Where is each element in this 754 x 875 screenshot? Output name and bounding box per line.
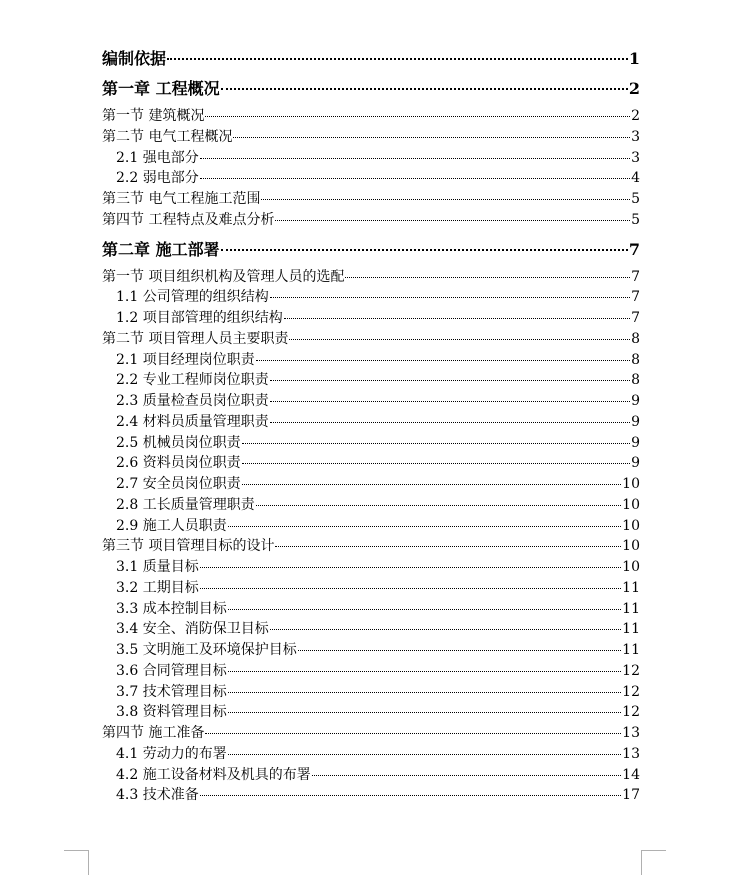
toc-section-entry[interactable] (102, 267, 640, 288)
toc-page-number: 4 (631, 170, 640, 187)
toc-page-number: 8 (631, 351, 640, 368)
toc-dot-leader (242, 443, 630, 444)
toc-subsection-entry[interactable] (102, 599, 640, 620)
toc-subsection-entry[interactable] (102, 308, 640, 329)
toc-dot-leader (298, 650, 621, 651)
toc-page-number: 13 (622, 745, 640, 762)
toc-dot-leader (275, 220, 630, 221)
toc-dot-leader (221, 249, 628, 251)
toc-dot-leader (233, 137, 630, 138)
toc-dot-leader (228, 609, 621, 610)
toc-page-number: 9 (631, 413, 640, 430)
toc-entry-label: 3.8 资料管理目标 (116, 704, 227, 721)
toc-page-number: 10 (622, 476, 640, 492)
toc-subsection-entry[interactable] (102, 557, 640, 578)
toc-subsection-entry[interactable] (102, 453, 640, 474)
toc-page-number: 3 (631, 128, 640, 145)
toc-subsection-entry[interactable] (102, 350, 640, 371)
page-corner-mark-right (641, 850, 666, 875)
toc-page-number: 9 (631, 455, 640, 472)
toc-dot-leader (228, 671, 621, 672)
toc-page-number: 7 (628, 239, 640, 259)
toc-entry-label: 第一节 建筑概况 (102, 108, 205, 124)
toc-entry-label: 编制依据 (102, 49, 167, 68)
toc-dot-leader (242, 484, 621, 485)
toc-page-number: 1 (628, 49, 640, 68)
table-of-contents (102, 48, 640, 806)
toc-entry-label: 3.7 技术管理目标 (116, 683, 227, 700)
toc-page-number: 11 (622, 600, 640, 617)
toc-subsection-entry[interactable] (102, 391, 640, 412)
toc-subsection-entry[interactable] (102, 287, 640, 308)
toc-entry-label: 2.2 专业工程师岗位职责 (116, 372, 269, 389)
toc-dot-leader (270, 629, 621, 630)
toc-entry-label: 1.2 项目部管理的组织结构 (116, 310, 283, 326)
toc-subsection-entry[interactable] (102, 765, 640, 786)
toc-dot-leader (167, 58, 628, 60)
toc-entry-label: 2.6 资料员岗位职责 (116, 455, 241, 472)
toc-subsection-entry[interactable] (102, 640, 640, 661)
toc-subsection-entry[interactable] (102, 148, 640, 169)
toc-entry-label: 第四节 工程特点及难点分析 (102, 211, 275, 228)
toc-dot-leader (270, 401, 630, 402)
toc-section-entry[interactable] (102, 189, 640, 210)
toc-entry-label: 3.6 合同管理目标 (116, 662, 227, 679)
toc-page-number: 11 (622, 621, 640, 638)
toc-entry-label: 第三节 电气工程施工范围 (102, 191, 261, 207)
toc-page-number: 12 (622, 704, 640, 721)
toc-entry-label: 2.9 施工人员职责 (116, 517, 227, 534)
toc-subsection-entry[interactable] (102, 702, 640, 723)
toc-entry-label: 2.1 项目经理岗位职责 (116, 351, 255, 368)
toc-page-number: 14 (622, 766, 640, 783)
toc-dot-leader (261, 199, 630, 200)
toc-entry-label: 3.5 文明施工及环境保护目标 (116, 642, 297, 658)
toc-subsection-entry[interactable] (102, 433, 640, 454)
toc-page-number: 12 (622, 683, 640, 700)
toc-page-number: 7 (631, 310, 640, 326)
toc-chapter-entry[interactable] (102, 48, 640, 70)
toc-dot-leader (312, 775, 621, 776)
toc-entry-label: 2.1 强电部分 (116, 149, 199, 166)
toc-dot-leader (270, 297, 630, 298)
toc-subsection-entry[interactable] (102, 495, 640, 516)
toc-subsection-entry[interactable] (102, 412, 640, 433)
toc-dot-leader (345, 277, 630, 278)
toc-section-entry[interactable] (102, 127, 640, 148)
toc-chapter-entry[interactable] (102, 239, 640, 261)
toc-page-number: 13 (622, 725, 640, 741)
toc-page-number: 5 (631, 191, 640, 207)
toc-entry-label: 4.3 技术准备 (116, 787, 199, 804)
toc-section-entry[interactable] (102, 210, 640, 231)
toc-dot-leader (200, 158, 630, 159)
toc-page-number: 9 (631, 393, 640, 409)
toc-dot-leader (270, 380, 630, 381)
toc-entry-label: 3.4 安全、消防保卫目标 (116, 621, 269, 638)
toc-page-number: 10 (622, 517, 640, 534)
toc-dot-leader (228, 754, 621, 755)
toc-entry-label: 4.2 施工设备材料及机具的布署 (116, 766, 311, 783)
toc-subsection-entry[interactable] (102, 619, 640, 640)
toc-dot-leader (200, 588, 621, 589)
toc-entry-label: 2.4 材料员质量管理职责 (116, 413, 269, 430)
toc-page-number: 10 (622, 538, 640, 555)
toc-dot-leader (200, 795, 621, 796)
toc-page-number: 2 (631, 108, 640, 124)
toc-subsection-entry[interactable] (102, 785, 640, 806)
toc-dot-leader (221, 88, 628, 90)
toc-section-entry[interactable] (102, 536, 640, 557)
toc-page-number: 9 (631, 434, 640, 451)
toc-dot-leader (205, 733, 621, 734)
toc-dot-leader (242, 463, 630, 464)
toc-entry-label: 第二节 项目管理人员主要职责 (102, 330, 289, 347)
toc-entry-label: 2.3 质量检查员岗位职责 (116, 393, 269, 409)
toc-subsection-entry[interactable] (102, 661, 640, 682)
toc-dot-leader (270, 422, 630, 423)
toc-entry-label: 2.5 机械员岗位职责 (116, 434, 241, 451)
toc-page-number: 11 (622, 642, 640, 658)
toc-entry-label: 3.2 工期目标 (116, 579, 199, 596)
toc-entry-label: 2.2 弱电部分 (116, 170, 199, 187)
toc-dot-leader (200, 178, 630, 179)
toc-page-number: 7 (631, 268, 640, 285)
toc-page-number: 11 (622, 579, 640, 596)
toc-entry-label: 4.1 劳动力的布署 (116, 745, 227, 762)
toc-page-number: 7 (631, 289, 640, 306)
toc-page-number: 8 (631, 372, 640, 389)
toc-subsection-entry[interactable] (102, 682, 640, 703)
toc-dot-leader (200, 567, 621, 568)
toc-page-number: 2 (628, 79, 640, 98)
toc-entry-label: 2.8 工长质量管理职责 (116, 496, 255, 513)
toc-dot-leader (256, 360, 630, 361)
toc-subsection-entry[interactable] (102, 168, 640, 189)
toc-page-number: 3 (631, 149, 640, 166)
toc-section-entry[interactable] (102, 329, 640, 350)
toc-subsection-entry[interactable] (102, 474, 640, 495)
toc-subsection-entry[interactable] (102, 516, 640, 537)
toc-subsection-entry[interactable] (102, 370, 640, 391)
toc-entry-label: 3.3 成本控制目标 (116, 600, 227, 617)
toc-page-number: 10 (622, 496, 640, 513)
toc-entry-label: 1.1 公司管理的组织结构 (116, 289, 269, 306)
toc-entry-label: 2.7 安全员岗位职责 (116, 476, 241, 492)
toc-dot-leader (284, 318, 630, 319)
toc-entry-label: 第三节 项目管理目标的设计 (102, 538, 275, 555)
toc-dot-leader (228, 692, 621, 693)
toc-dot-leader (289, 339, 630, 340)
toc-page-number: 5 (631, 211, 640, 228)
toc-entry-label: 3.1 质量目标 (116, 559, 199, 575)
toc-entry-label: 第二节 电气工程概况 (102, 128, 233, 145)
toc-page-number: 17 (622, 787, 640, 804)
toc-entry-label: 第一节 项目组织机构及管理人员的选配 (102, 268, 345, 285)
toc-dot-leader (228, 712, 621, 713)
toc-entry-label: 第一章 工程概况 (102, 79, 220, 98)
toc-section-entry[interactable] (102, 723, 640, 744)
toc-subsection-entry[interactable] (102, 578, 640, 599)
toc-section-entry[interactable] (102, 106, 640, 127)
toc-dot-leader (256, 505, 621, 506)
toc-page-number: 8 (631, 330, 640, 347)
toc-page-number: 12 (622, 662, 640, 679)
toc-entry-label: 第四节 施工准备 (102, 725, 205, 741)
toc-subsection-entry[interactable] (102, 744, 640, 765)
toc-dot-leader (275, 546, 621, 547)
toc-page-number: 10 (622, 559, 640, 575)
toc-entry-label: 第二章 施工部署 (102, 239, 220, 259)
page-corner-mark-left (64, 850, 89, 875)
toc-dot-leader (205, 116, 630, 117)
toc-dot-leader (228, 526, 621, 527)
toc-chapter-entry[interactable] (102, 78, 640, 100)
